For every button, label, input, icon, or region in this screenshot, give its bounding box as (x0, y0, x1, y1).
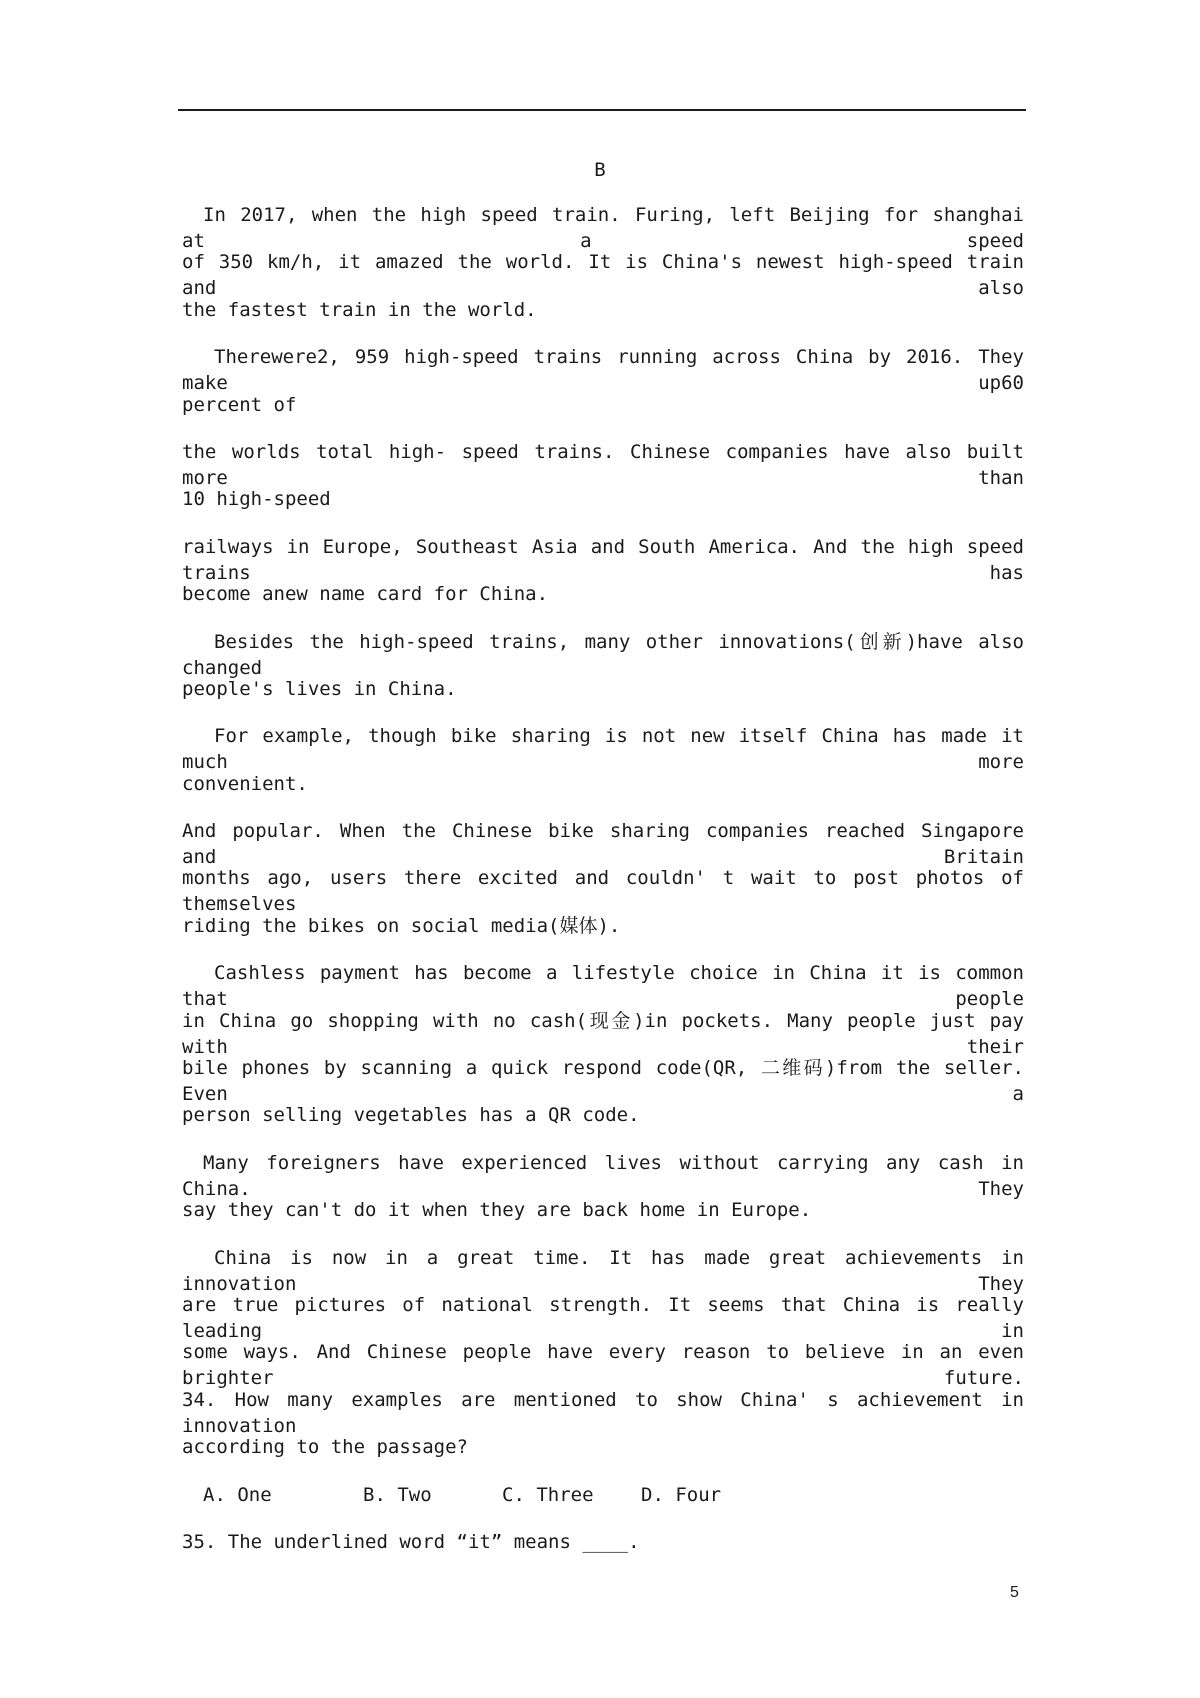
passage-line: the worlds total high- speed trains. Chinese companies have also built more than (182, 440, 1024, 489)
question-34-text-cont: according to the passage? (182, 1436, 468, 1459)
question-35-text: 35. The underlined word “it” means ____. (182, 1530, 640, 1553)
passage-line: months ago, users there excited and couldn' t wait to post photos of themselves (182, 867, 1024, 916)
passage-line: the fastest train in the world. (182, 298, 537, 321)
passage-line: Cashless payment has become a lifestyle choice in China it is common that people (182, 962, 1024, 1011)
passage-line: some ways. And Chinese people have every reason to believe in an even brighter future. (182, 1341, 1024, 1390)
passage-line: become anew name card for China. (182, 583, 549, 606)
header-rule (178, 109, 1026, 111)
passage-line: And popular. When the Chinese bike sharing companies reached Singapore and Britain (182, 820, 1024, 869)
option-c: C. Three (502, 1483, 594, 1506)
passage-line: bile phones by scanning a quick respond code(QR, 二维码)from the seller. Even a (182, 1057, 1024, 1106)
passage-line: person selling vegetables has a QR code. (182, 1104, 640, 1127)
option-b: B. Two (363, 1483, 432, 1506)
passage-line: people's lives in China. (182, 677, 457, 700)
passage-line: 10 high-speed (182, 488, 331, 511)
passage-line: say they can't do it when they are back home in Europe. (182, 1199, 812, 1222)
passage-line: are true pictures of national strength. It seems that China is really leading in (182, 1293, 1024, 1342)
passage-line: percent of (182, 393, 297, 416)
page-number: 5 (1010, 1584, 1019, 1601)
passage (182, 202, 1024, 1576)
passage-line: Therewere2, 959 high-speed trains running across China by 2016. They make up60 (182, 346, 1024, 395)
question-34-text: 34. How many examples are mentioned to show China' s achievement in innovation (182, 1388, 1024, 1437)
option-a: A. One (203, 1483, 272, 1506)
question-34-options (182, 1482, 1024, 1529)
passage-line: Many foreigners have experienced lives without carrying any cash in China. They (182, 1151, 1024, 1200)
passage-line: convenient. (182, 772, 308, 795)
passage-line: For example, though bike sharing is not new itself China has made it much more (182, 725, 1024, 774)
passage-line: China is now in a great time. It has made great achievements in innovation They (182, 1246, 1024, 1295)
passage-line: Besides the high-speed trains, many other innovations(创新)have also changed (182, 630, 1024, 679)
passage-line: of 350 km/h, it amazed the world. It is China's newest high-speed train and also (182, 251, 1024, 300)
passage-line: railways in Europe, Southeast Asia and South America. And the high speed trains has (182, 535, 1024, 584)
option-d: D. Four (641, 1483, 722, 1506)
passage-line: In 2017, when the high speed train. Furing, left Beijing for shanghai at a speed (182, 204, 1024, 252)
passage-line: riding the bikes on social media(媒体). (182, 914, 621, 937)
passage-line: in China go shopping with no cash(现金)in pockets. Many people just pay with their (182, 1009, 1024, 1058)
section-letter: B (594, 159, 606, 181)
